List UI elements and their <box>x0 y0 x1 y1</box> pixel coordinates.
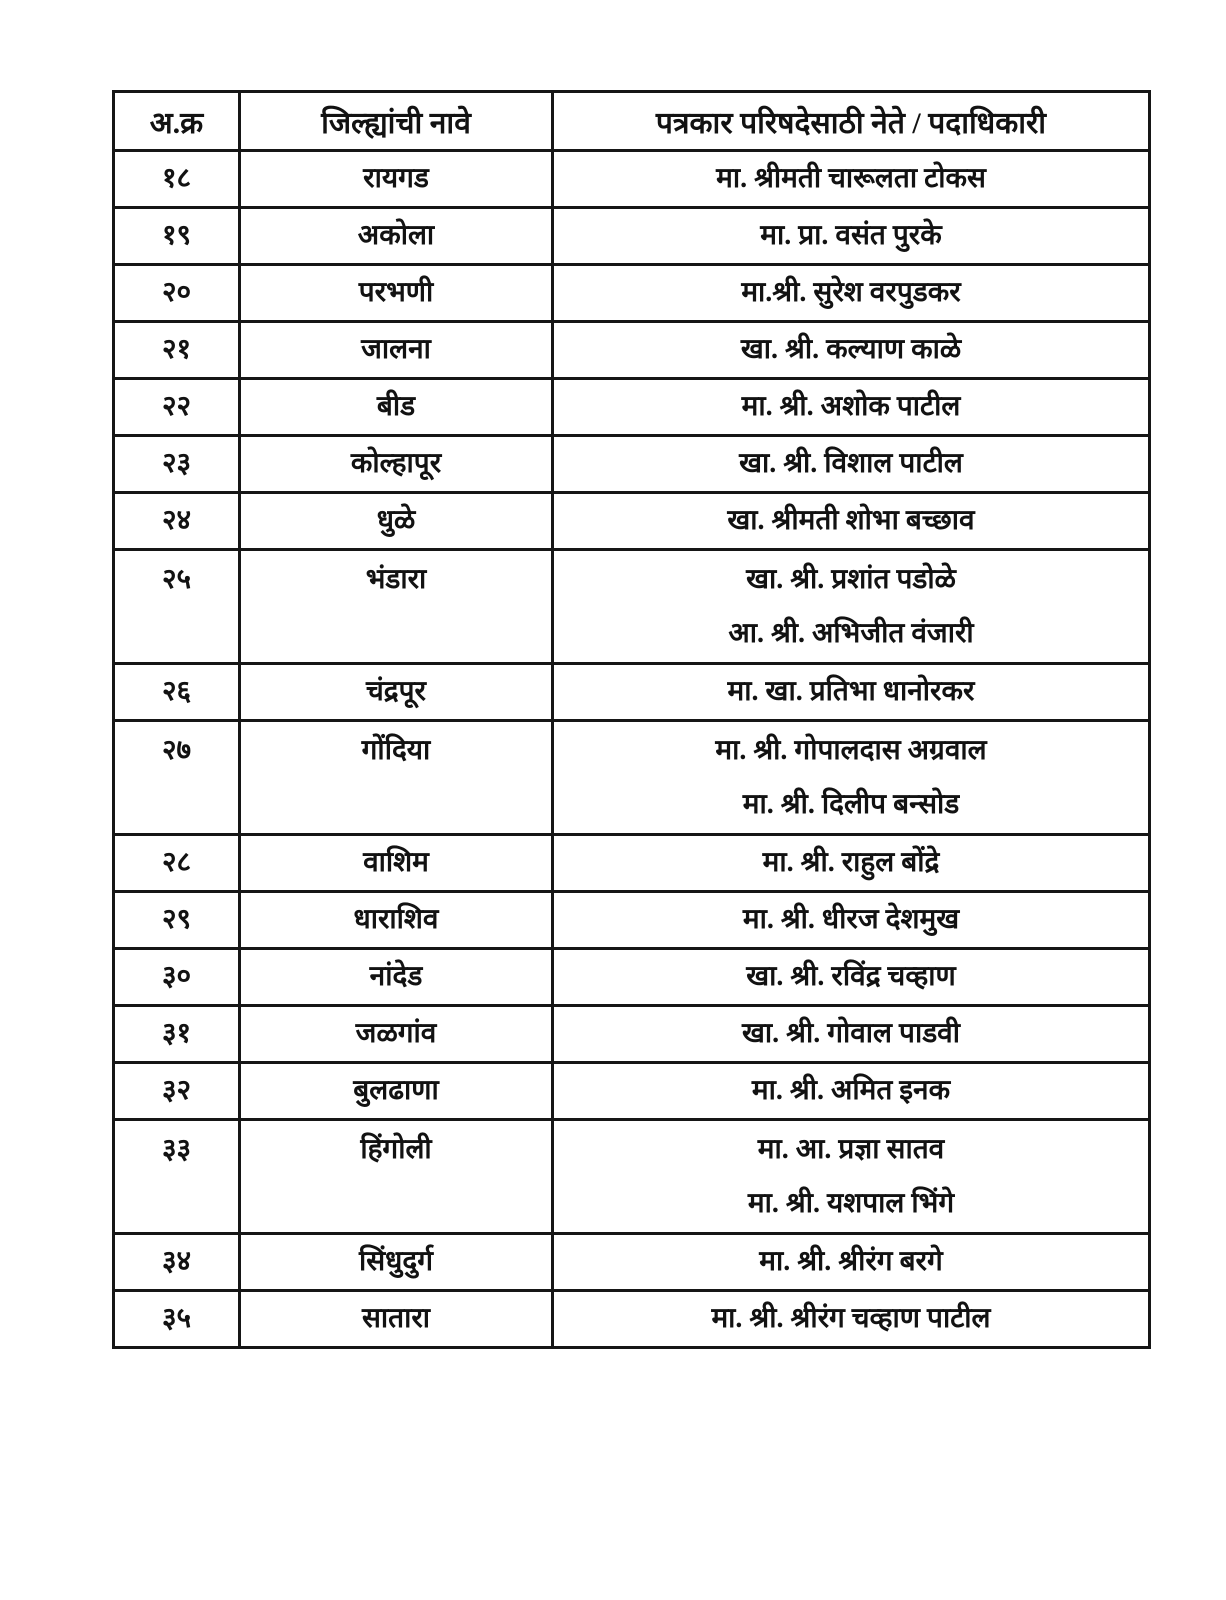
serial-cell <box>114 835 240 892</box>
district-name: परभणी <box>358 277 434 308</box>
table-row <box>114 664 1150 721</box>
serial-cell <box>114 436 240 493</box>
serial-number: ३४ <box>161 1246 192 1277</box>
district-cell <box>240 151 553 208</box>
leaders-cell <box>553 949 1150 1006</box>
table-row <box>114 1291 1150 1348</box>
serial-cell <box>114 1291 240 1348</box>
district-cell <box>240 721 553 835</box>
leaders-cell <box>553 379 1150 436</box>
leaders-cell <box>553 721 1150 835</box>
leader-line: खा. श्री. गोवाल पाडवी <box>741 1018 960 1049</box>
district-name: गोंदिया <box>361 735 431 766</box>
district-name: धाराशिव <box>353 904 439 935</box>
leaders-cell <box>553 1234 1150 1291</box>
serial-cell <box>114 1120 240 1234</box>
leader-line: आ. श्री. अभिजीत वंजारी <box>728 618 974 649</box>
serial-cell <box>114 949 240 1006</box>
leader-line: मा. श्री. यशपाल भिंगे <box>747 1188 955 1219</box>
table-row <box>114 721 1150 835</box>
header-district-names: जिल्ह्यांची नावे <box>240 92 553 151</box>
serial-cell <box>114 1006 240 1063</box>
serial-cell <box>114 322 240 379</box>
leaders-cell <box>553 664 1150 721</box>
serial-number: १८ <box>161 163 192 194</box>
leader-line: मा. श्री. राहुल बोंद्रे <box>762 847 940 878</box>
serial-number: २७ <box>161 735 192 766</box>
serial-number: २५ <box>161 564 192 595</box>
serial-number: २० <box>161 277 192 308</box>
leaders-cell <box>553 1291 1150 1348</box>
table-row <box>114 493 1150 550</box>
serial-cell <box>114 892 240 949</box>
leader-line: खा. श्री. विशाल पाटील <box>739 448 963 479</box>
leader-line: खा. श्रीमती शोभा बच्छाव <box>727 505 975 536</box>
leaders-cell <box>553 493 1150 550</box>
leaders-cell <box>553 151 1150 208</box>
serial-number: ३० <box>161 961 192 992</box>
district-cell <box>240 1006 553 1063</box>
leader-line: मा.श्री. सुरेश वरपुडकर <box>741 277 961 308</box>
district-name: कोल्हापूर <box>350 448 442 479</box>
serial-number: २४ <box>161 505 192 536</box>
serial-number: २३ <box>161 448 192 479</box>
table-row <box>114 1006 1150 1063</box>
leader-line: खा. श्री. प्रशांत पडोळे <box>746 564 956 595</box>
table-row <box>114 322 1150 379</box>
serial-cell <box>114 1063 240 1120</box>
serial-number: २८ <box>161 847 192 878</box>
district-name: नांदेड <box>369 961 423 992</box>
leaders-cell <box>553 1120 1150 1234</box>
district-cell <box>240 493 553 550</box>
leader-line: मा. श्री. अशोक पाटील <box>741 391 961 422</box>
table-row <box>114 949 1150 1006</box>
table-row <box>114 835 1150 892</box>
serial-number: २९ <box>161 904 192 935</box>
district-cell <box>240 322 553 379</box>
district-cell <box>240 664 553 721</box>
serial-number: २६ <box>161 676 192 707</box>
serial-number: ३२ <box>161 1075 192 1106</box>
leader-line: मा. खा. प्रतिभा धानोरकर <box>727 676 975 707</box>
leader-line: खा. श्री. रविंद्र चव्हाण <box>746 961 956 992</box>
table-row <box>114 151 1150 208</box>
serial-cell <box>114 151 240 208</box>
leaders-cell <box>553 436 1150 493</box>
district-name: बीड <box>376 391 416 422</box>
leader-line: मा. श्री. श्रीरंग बरगे <box>759 1246 943 1277</box>
leader-line: मा. प्रा. वसंत पुरके <box>760 220 942 251</box>
serial-cell <box>114 721 240 835</box>
district-name: हिंगोली <box>360 1134 432 1165</box>
district-cell <box>240 1063 553 1120</box>
leaders-cell <box>553 550 1150 664</box>
district-name: सातारा <box>361 1303 431 1334</box>
district-name: सिंधुदुर्ग <box>358 1246 434 1277</box>
table-row <box>114 436 1150 493</box>
district-name: अकोला <box>357 220 435 251</box>
district-cell <box>240 835 553 892</box>
serial-cell <box>114 664 240 721</box>
table-header <box>114 92 1150 151</box>
district-cell <box>240 1120 553 1234</box>
leaders-cell <box>553 892 1150 949</box>
leaders-cell <box>553 208 1150 265</box>
district-name: रायगड <box>363 163 429 194</box>
district-name: धुळे <box>376 505 416 536</box>
district-cell <box>240 265 553 322</box>
district-cell <box>240 550 553 664</box>
table-row <box>114 379 1150 436</box>
leader-line: मा. श्री. श्रीरंग चव्हाण पाटील <box>711 1303 991 1334</box>
table-row <box>114 1234 1150 1291</box>
serial-cell <box>114 493 240 550</box>
district-cell <box>240 949 553 1006</box>
leaders-cell <box>553 322 1150 379</box>
leader-line: मा. श्री. गोपालदास अग्रवाल <box>715 735 987 766</box>
serial-cell <box>114 265 240 322</box>
leaders-cell <box>553 1063 1150 1120</box>
district-cell <box>240 1234 553 1291</box>
header-row <box>114 92 1150 151</box>
leader-line: मा. श्री. दिलीप बन्सोड <box>742 789 960 820</box>
leader-line: मा. श्रीमती चारूलता टोकस <box>716 163 986 194</box>
district-cell <box>240 436 553 493</box>
district-cell <box>240 208 553 265</box>
district-name: वाशिम <box>363 847 429 878</box>
serial-number: ३३ <box>161 1134 192 1165</box>
district-name: चंद्रपूर <box>365 676 426 707</box>
district-cell <box>240 379 553 436</box>
table-row <box>114 1063 1150 1120</box>
district-cell <box>240 892 553 949</box>
serial-number: २२ <box>161 391 192 422</box>
serial-number: १९ <box>161 220 192 251</box>
table-row <box>114 892 1150 949</box>
leader-line: मा. श्री. धीरज देशमुख <box>742 904 960 935</box>
serial-cell <box>114 379 240 436</box>
district-name: जालना <box>361 334 431 365</box>
serial-number: ३१ <box>161 1018 192 1049</box>
district-name: जळगांव <box>355 1018 437 1049</box>
serial-number: ३५ <box>161 1303 192 1334</box>
table-row <box>114 265 1150 322</box>
leaders-cell <box>553 835 1150 892</box>
leader-line: खा. श्री. कल्याण काळे <box>740 334 962 365</box>
district-name: भंडारा <box>365 564 427 595</box>
serial-number: २१ <box>161 334 192 365</box>
leader-line: मा. श्री. अमित इनक <box>751 1075 951 1106</box>
serial-cell <box>114 208 240 265</box>
table-row <box>114 550 1150 664</box>
leader-line: मा. आ. प्रज्ञा सातव <box>757 1134 945 1165</box>
table-row <box>114 208 1150 265</box>
table-body <box>114 151 1150 1348</box>
leaders-cell <box>553 1006 1150 1063</box>
table-row <box>114 1120 1150 1234</box>
serial-cell <box>114 550 240 664</box>
header-leaders-officials: पत्रकार परिषदेसाठी नेते / पदाधिकारी <box>553 92 1150 151</box>
officials-table <box>112 90 1151 1349</box>
header-serial-number: अ.क्र <box>114 92 240 151</box>
leaders-cell <box>553 265 1150 322</box>
serial-cell <box>114 1234 240 1291</box>
district-name: बुलढाणा <box>353 1075 439 1106</box>
district-cell <box>240 1291 553 1348</box>
